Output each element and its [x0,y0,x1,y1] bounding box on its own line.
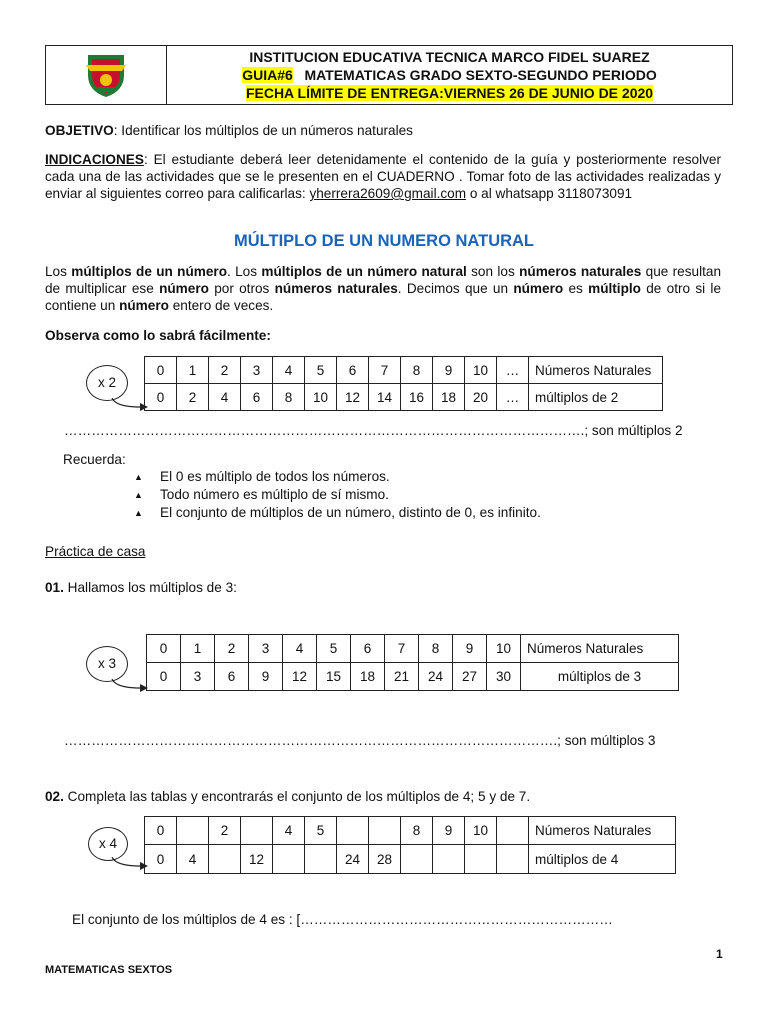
intro-text: que resultan de multiplicar ese [45,264,722,296]
exercise-text: Hallamos los múltiplos de 3: [63,580,237,595]
intro-text: por otros [208,281,275,296]
cell: 8 [419,635,453,663]
cell[interactable] [273,845,305,874]
intro-bold: múltiplos de un número [71,264,228,279]
guide-line [167,66,732,84]
institution-name: INSTITUCION EDUCATIVA TECNICA MARCO FIDEL SUAREZ [249,49,650,65]
intro-text: entero de veces. [168,298,274,313]
cell[interactable] [369,817,401,845]
cell: 0 [145,817,177,845]
cell: 5 [305,357,337,384]
cell: 6 [215,663,249,691]
cell: 2 [177,384,209,411]
cell[interactable] [401,845,433,874]
cell: 12 [241,845,273,874]
exercise-2 [45,788,530,805]
cell: 16 [401,384,433,411]
intro-text: Los [45,264,72,279]
cell: 0 [147,663,181,691]
cell[interactable] [209,845,241,874]
cell: 10 [305,384,337,411]
cell: 4 [273,357,305,384]
factor-circle-x3: x 3 [86,646,128,682]
cell: 4 [273,817,305,845]
cell: 0 [147,635,181,663]
objective-label: OBJETIVO [45,123,114,138]
footer-text: MATEMATICAS SEXTOS [45,964,173,976]
cell: 0 [145,384,177,411]
intro-bold: número [159,281,209,296]
cell: 21 [385,663,419,691]
cell: 30 [487,663,521,691]
cell: 2 [209,357,241,384]
remember-list [134,468,724,522]
triangle-bullet-icon: ▲ [134,490,143,500]
cell: 27 [453,663,487,691]
section-title: MÚLTIPLO DE UN NUMERO NATURAL [233,232,535,250]
cell: 24 [337,845,369,874]
intro-text: es [563,281,589,296]
cell[interactable] [497,845,529,874]
cell: 2 [209,817,241,845]
cell: 6 [351,635,385,663]
cell: 8 [401,357,433,384]
header-box [45,45,733,105]
cell: 6 [241,384,273,411]
objective-text: : Identificar los múltiplos de un números naturales [113,123,413,138]
list-item [134,486,724,504]
exercise-number: 01. [45,580,64,595]
cell: 8 [273,384,305,411]
instructions-text: : El estudiante deberá leer detenidamente el contenido de la guía y posteriormente resolver cada una de las actividades que se le presenten en el CUADERNO . Tomar foto de las actividades realizadas y enviar al siguientes correo para calificarlas: [45,152,721,201]
list-item-text: El conjunto de múltiplos de un número, distinto de 0, es infinito. [160,505,541,520]
cell: 10 [487,635,521,663]
factor-circle-x2: x 2 [86,365,128,401]
cell: 15 [317,663,351,691]
instructions [45,151,721,202]
row-label: Números Naturales [529,357,663,384]
observe-heading: Observa como lo sabrá fácilmente: [45,328,271,343]
row-label: Números Naturales [529,817,676,845]
cell[interactable] [433,845,465,874]
intro-bold: número [119,298,169,313]
cell: 10 [465,357,497,384]
answer-line-2: …………………………………………………………………………………………………….; son múltiplos 2 [64,423,683,438]
cell: 10 [465,817,497,845]
cell: 12 [337,384,369,411]
cell: 20 [465,384,497,411]
intro-text: son los [466,264,520,279]
triangle-bullet-icon: ▲ [134,508,143,518]
cell: 6 [337,357,369,384]
cell: 5 [305,817,337,845]
school-crest-icon [84,51,128,99]
cell: 4 [209,384,241,411]
cell: 9 [249,663,283,691]
cell: 3 [241,357,273,384]
objective [45,122,735,139]
multiples-table-2 [144,356,663,411]
cell: 1 [177,357,209,384]
remember-label: Recuerda: [63,452,126,467]
cell: 24 [419,663,453,691]
cell: 4 [283,635,317,663]
cell: 9 [433,357,465,384]
intro-bold: números naturales [519,264,642,279]
cell: 7 [369,357,401,384]
instructions-label: INDICACIONES [45,152,144,167]
row-label: múltiplos de 4 [529,845,676,874]
cell: … [497,357,529,384]
cell: 3 [249,635,283,663]
multiples-table-4 [144,816,676,874]
cell: 2 [215,635,249,663]
cell: 14 [369,384,401,411]
intro-bold: múltiplo [588,281,641,296]
cell: 5 [317,635,351,663]
cell: 0 [145,845,177,874]
intro-bold: número [513,281,564,296]
cell: 7 [385,635,419,663]
row-label: múltiplos de 3 [521,663,679,691]
intro-paragraph [45,263,721,314]
cell[interactable] [465,845,497,874]
guide-number: GUIA#6 [242,67,293,83]
header-titles [167,46,732,106]
cell: … [497,384,529,411]
row-label: Números Naturales [521,635,679,663]
cell: 9 [433,817,465,845]
intro-bold: múltiplos de un número natural [261,264,467,279]
intro-bold: números naturales [274,281,398,296]
cell: 4 [177,845,209,874]
intro-text: . Decimos que un [397,281,514,296]
cell: 28 [369,845,401,874]
cell[interactable] [497,817,529,845]
cell: 18 [433,384,465,411]
list-item [134,468,724,486]
instructions-text-end: o al whatsapp 3118073091 [466,186,633,201]
logo-cell [46,46,167,104]
cell[interactable] [241,817,273,845]
deadline: FECHA LÍMITE DE ENTREGA:VIERNES 26 DE JUNIO DE 2020 [245,85,654,101]
list-item-text: Todo número es múltiplo de sí mismo. [160,487,389,502]
list-item [134,504,724,522]
intro-text: de otro si le contiene un [45,281,722,313]
page-number: 1 [716,947,723,961]
cell: 8 [401,817,433,845]
email-link[interactable]: yherrera2609@gmail.com [309,186,467,201]
cell[interactable] [177,817,209,845]
guide-subject: MATEMATICAS GRADO SEXTO-SEGUNDO PERIODO [304,67,657,83]
answer-line-4: El conjunto de los múltiplos de 4 es : […………………………………………………………… [72,912,613,927]
exercise-1 [45,579,237,596]
triangle-bullet-icon: ▲ [134,472,143,482]
answer-line-3: ……………………………………………………………………………………………….; son múltiplos 3 [64,733,656,748]
cell[interactable] [305,845,337,874]
homework-heading: Práctica de casa [45,544,146,559]
cell: 18 [351,663,385,691]
cell: 3 [181,663,215,691]
row-label: múltiplos de 2 [529,384,663,411]
cell: 12 [283,663,317,691]
cell: 9 [453,635,487,663]
list-item-text: El 0 es múltiplo de todos los números. [160,469,390,484]
multiples-table-3 [146,634,679,691]
factor-circle-x4: x 4 [88,827,128,861]
exercise-text: Completa las tablas y encontrarás el conjunto de los múltiplos de 4; 5 y de 7. [63,789,531,804]
arrow-icon [110,679,150,693]
cell: 1 [181,635,215,663]
cell[interactable] [337,817,369,845]
exercise-number: 02. [45,789,64,804]
cell: 0 [145,357,177,384]
intro-text: . Los [227,264,262,279]
